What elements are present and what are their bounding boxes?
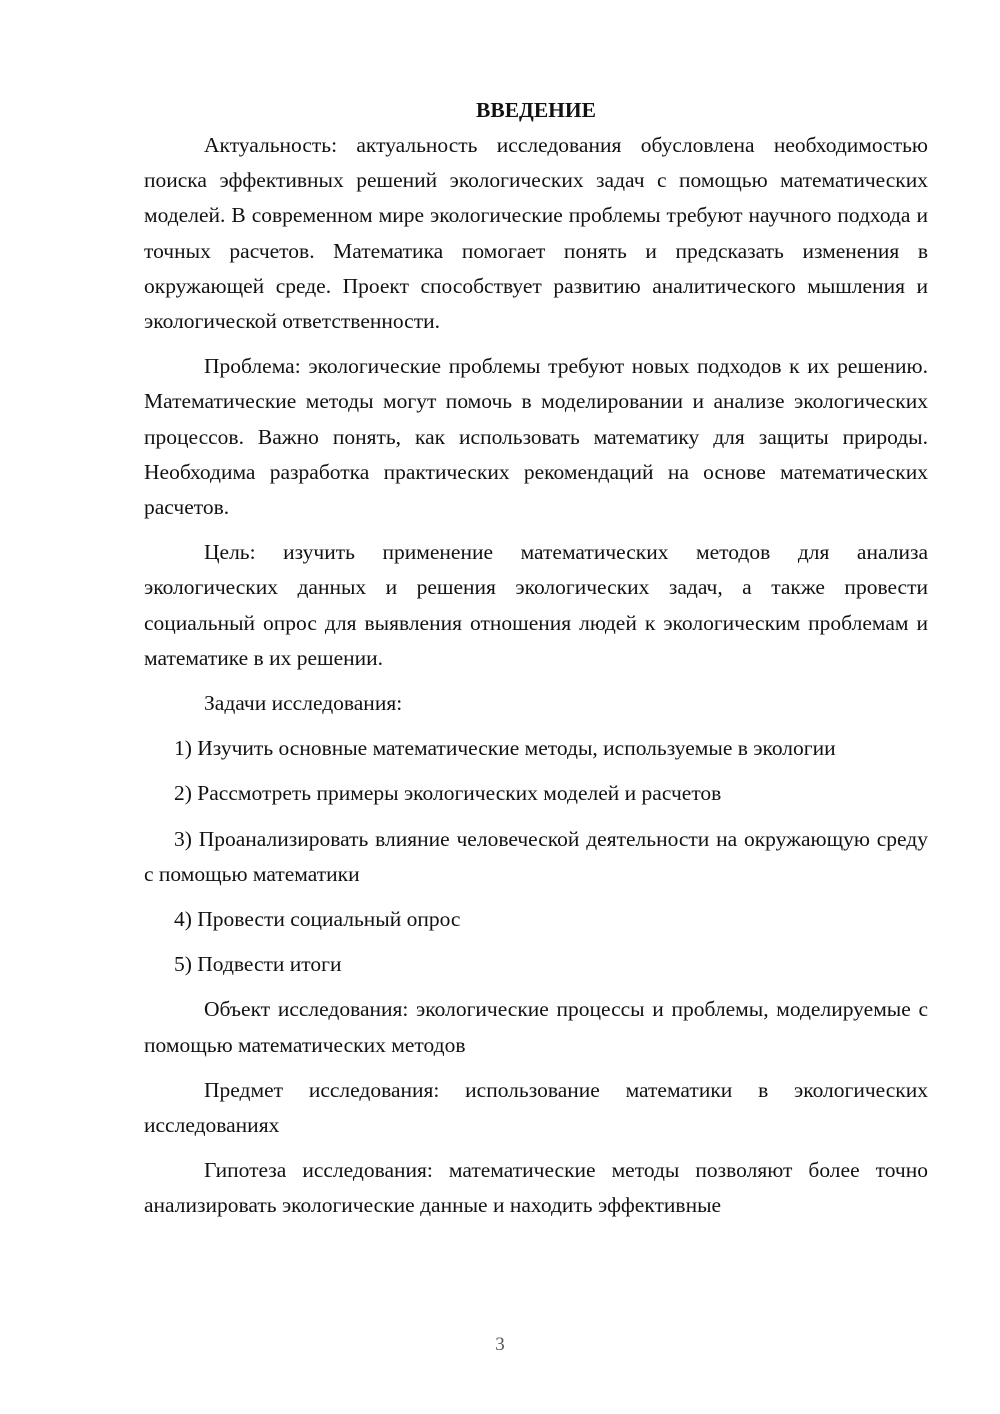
problem-paragraph: Проблема: экологические проблемы требуют новых подходов к их решению. Математические методы могут помочь в моделировании и анализе экологических процессов. Важно понять, как использовать математику для защиты природы. Необходима разработка практических рекомендаций на основе математических расчетов. — [144, 354, 928, 520]
task-item-4: 4) Провести социальный опрос — [174, 907, 461, 932]
document-body — [144, 93, 928, 1224]
subject-paragraph: Предмет исследования: использование математики в экологических исследованиях — [144, 1077, 928, 1138]
page-title: ВВЕДЕНИЕ — [476, 98, 596, 122]
task-item-5: 5) Подвести итоги — [174, 952, 342, 977]
goal-paragraph: Цель: изучить применение математических методов для анализа экологических данных и решения экологических задач, а также провести социальный опрос для выявления отношения людей к экологическим проблемам и математике в их решении. — [144, 540, 928, 670]
tasks-heading: Задачи исследования: — [204, 691, 403, 716]
hypothesis-paragraph: Гипотеза исследования: математические методы позволяют более точно анализировать экологические данные и находить эффективные — [144, 1158, 928, 1218]
relevance-paragraph: Актуальность: актуальность исследования обусловлена необходимостью поиска эффективных решений экологических задач с помощью математических моделей. В современном мире экологические проблемы требуют научного подхода и точных расчетов. Математика помогает понять и предсказать изменения в окружающей среде. Проект способствует развитию аналитического мышления и экологической ответственности. — [144, 133, 928, 334]
object-paragraph: Объект исследования: экологические процессы и проблемы, моделируемые с помощью математических методов — [144, 997, 928, 1057]
page-number: 3 — [495, 1334, 505, 1355]
task-item-1: 1) Изучить основные математические методы, используемые в экологии — [174, 736, 836, 761]
task-item-3: 3) Проанализировать влияние человеческой деятельности на окружающую среду с помощью математики — [144, 826, 928, 886]
task-item-2: 2) Рассмотреть примеры экологических моделей и расчетов — [174, 781, 722, 806]
